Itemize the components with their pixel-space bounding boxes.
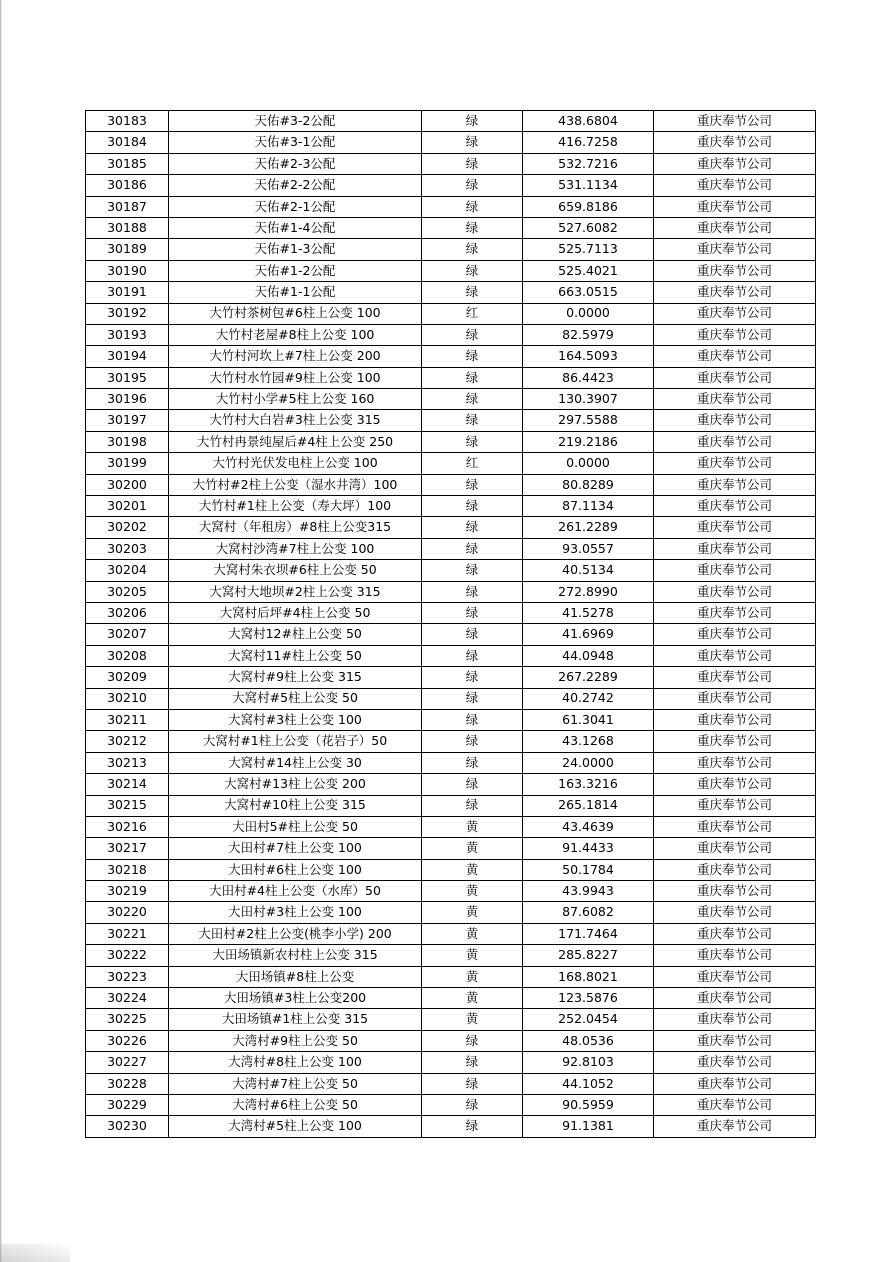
table-row [86, 282, 816, 303]
table-row [86, 1073, 816, 1094]
cell-id: 30197 [86, 410, 169, 431]
cell-status: 绿 [422, 153, 523, 174]
cell-value: 532.7216 [523, 153, 654, 174]
cell-company: 重庆奉节公司 [654, 1094, 816, 1115]
cell-name: 大竹村大白岩#3柱上公变 315 [169, 410, 422, 431]
cell-status: 绿 [422, 560, 523, 581]
cell-status: 绿 [422, 431, 523, 452]
cell-status: 绿 [422, 602, 523, 623]
cell-status: 绿 [422, 709, 523, 730]
cell-value: 44.0948 [523, 645, 654, 666]
cell-status: 绿 [422, 496, 523, 517]
table-row [86, 111, 816, 132]
cell-name: 大窝村12#柱上公变 50 [169, 624, 422, 645]
cell-name: 天佑#3-2公配 [169, 111, 422, 132]
cell-value: 265.1814 [523, 795, 654, 816]
table-row [86, 453, 816, 474]
cell-company: 重庆奉节公司 [654, 945, 816, 966]
cell-value: 663.0515 [523, 282, 654, 303]
cell-status: 黄 [422, 966, 523, 987]
cell-id: 30230 [86, 1116, 169, 1137]
cell-company: 重庆奉节公司 [654, 367, 816, 388]
cell-company: 重庆奉节公司 [654, 752, 816, 773]
cell-id: 30221 [86, 923, 169, 944]
cell-company: 重庆奉节公司 [654, 303, 816, 324]
cell-name: 大田场镇#8柱上公变 [169, 966, 422, 987]
cell-value: 80.8289 [523, 474, 654, 495]
cell-company: 重庆奉节公司 [654, 346, 816, 367]
cell-company: 重庆奉节公司 [654, 902, 816, 923]
cell-status: 绿 [422, 282, 523, 303]
cell-name: 大竹村#1柱上公变（寿大坪）100 [169, 496, 422, 517]
cell-status: 绿 [422, 217, 523, 238]
cell-id: 30203 [86, 538, 169, 559]
cell-company: 重庆奉节公司 [654, 923, 816, 944]
cell-id: 30226 [86, 1030, 169, 1051]
cell-status: 绿 [422, 410, 523, 431]
table-row [86, 709, 816, 730]
cell-company: 重庆奉节公司 [654, 966, 816, 987]
table-row [86, 389, 816, 410]
cell-status: 绿 [422, 196, 523, 217]
cell-value: 43.1268 [523, 731, 654, 752]
cell-name: 大窝村#5柱上公变 50 [169, 688, 422, 709]
table-row [86, 902, 816, 923]
table-row [86, 966, 816, 987]
cell-company: 重庆奉节公司 [654, 217, 816, 238]
cell-id: 30187 [86, 196, 169, 217]
cell-value: 168.8021 [523, 966, 654, 987]
cell-value: 91.1381 [523, 1116, 654, 1137]
table-row [86, 324, 816, 345]
cell-name: 天佑#1-2公配 [169, 260, 422, 281]
cell-company: 重庆奉节公司 [654, 1073, 816, 1094]
cell-status: 黄 [422, 923, 523, 944]
cell-company: 重庆奉节公司 [654, 667, 816, 688]
cell-name: 天佑#3-1公配 [169, 132, 422, 153]
cell-company: 重庆奉节公司 [654, 859, 816, 880]
cell-value: 130.3907 [523, 389, 654, 410]
cell-status: 黄 [422, 838, 523, 859]
cell-id: 30217 [86, 838, 169, 859]
cell-name: 大窝村#14柱上公变 30 [169, 752, 422, 773]
table-row [86, 1116, 816, 1137]
cell-company: 重庆奉节公司 [654, 709, 816, 730]
cell-name: 大窝村11#柱上公变 50 [169, 645, 422, 666]
cell-value: 93.0557 [523, 538, 654, 559]
cell-status: 绿 [422, 239, 523, 260]
cell-company: 重庆奉节公司 [654, 816, 816, 837]
cell-status: 绿 [422, 1073, 523, 1094]
cell-id: 30184 [86, 132, 169, 153]
cell-company: 重庆奉节公司 [654, 132, 816, 153]
cell-name: 天佑#2-1公配 [169, 196, 422, 217]
cell-name: 大窝村#9柱上公变 315 [169, 667, 422, 688]
cell-company: 重庆奉节公司 [654, 538, 816, 559]
cell-company: 重庆奉节公司 [654, 517, 816, 538]
table-row [86, 795, 816, 816]
cell-name: 大田场镇#3柱上公变200 [169, 988, 422, 1009]
cell-value: 525.7113 [523, 239, 654, 260]
cell-id: 30192 [86, 303, 169, 324]
cell-id: 30201 [86, 496, 169, 517]
cell-status: 绿 [422, 795, 523, 816]
cell-value: 219.2186 [523, 431, 654, 452]
cell-company: 重庆奉节公司 [654, 239, 816, 260]
cell-status: 黄 [422, 859, 523, 880]
cell-value: 261.2289 [523, 517, 654, 538]
cell-status: 绿 [422, 624, 523, 645]
cell-company: 重庆奉节公司 [654, 196, 816, 217]
cell-company: 重庆奉节公司 [654, 496, 816, 517]
cell-value: 164.5093 [523, 346, 654, 367]
cell-status: 绿 [422, 389, 523, 410]
cell-company: 重庆奉节公司 [654, 602, 816, 623]
cell-id: 30198 [86, 431, 169, 452]
cell-name: 大窝村朱衣坝#6柱上公变 50 [169, 560, 422, 581]
cell-value: 90.5959 [523, 1094, 654, 1115]
cell-value: 531.1134 [523, 175, 654, 196]
cell-company: 重庆奉节公司 [654, 1052, 816, 1073]
cell-value: 40.5134 [523, 560, 654, 581]
cell-name: 大窝村（年租房）#8柱上公变315 [169, 517, 422, 538]
cell-id: 30219 [86, 881, 169, 902]
cell-company: 重庆奉节公司 [654, 1009, 816, 1030]
table-row [86, 260, 816, 281]
cell-status: 红 [422, 303, 523, 324]
cell-name: 大田村#6柱上公变 100 [169, 859, 422, 880]
cell-value: 41.5278 [523, 602, 654, 623]
cell-value: 163.3216 [523, 774, 654, 795]
table-row [86, 474, 816, 495]
cell-name: 大窝村大地坝#2柱上公变 315 [169, 581, 422, 602]
cell-company: 重庆奉节公司 [654, 560, 816, 581]
cell-status: 绿 [422, 1030, 523, 1051]
cell-name: 大田村#4柱上公变（水库）50 [169, 881, 422, 902]
cell-company: 重庆奉节公司 [654, 645, 816, 666]
cell-name: 大田村#7柱上公变 100 [169, 838, 422, 859]
cell-status: 绿 [422, 111, 523, 132]
cell-name: 大湾村#6柱上公变 50 [169, 1094, 422, 1115]
cell-name: 大田村#3柱上公变 100 [169, 902, 422, 923]
table-row [86, 1009, 816, 1030]
cell-status: 绿 [422, 474, 523, 495]
cell-id: 30195 [86, 367, 169, 388]
table-row [86, 624, 816, 645]
cell-company: 重庆奉节公司 [654, 624, 816, 645]
cell-status: 绿 [422, 1052, 523, 1073]
table-row [86, 410, 816, 431]
table-row [86, 496, 816, 517]
cell-name: 大田场镇新农村柱上公变 315 [169, 945, 422, 966]
cell-id: 30211 [86, 709, 169, 730]
cell-name: 大湾村#8柱上公变 100 [169, 1052, 422, 1073]
cell-company: 重庆奉节公司 [654, 881, 816, 902]
cell-value: 40.2742 [523, 688, 654, 709]
cell-status: 黄 [422, 1009, 523, 1030]
cell-name: 大湾村#7柱上公变 50 [169, 1073, 422, 1094]
cell-name: 大竹村河坎上#7柱上公变 200 [169, 346, 422, 367]
cell-company: 重庆奉节公司 [654, 260, 816, 281]
cell-status: 绿 [422, 731, 523, 752]
table-body [86, 111, 816, 1138]
cell-status: 绿 [422, 667, 523, 688]
cell-id: 30205 [86, 581, 169, 602]
transformer-data-table [85, 110, 816, 1138]
cell-value: 86.4423 [523, 367, 654, 388]
cell-id: 30216 [86, 816, 169, 837]
table-row [86, 645, 816, 666]
cell-company: 重庆奉节公司 [654, 175, 816, 196]
table-row [86, 217, 816, 238]
table-row [86, 945, 816, 966]
cell-value: 123.5876 [523, 988, 654, 1009]
cell-status: 红 [422, 453, 523, 474]
cell-value: 171.7464 [523, 923, 654, 944]
cell-company: 重庆奉节公司 [654, 688, 816, 709]
cell-name: 大湾村#9柱上公变 50 [169, 1030, 422, 1051]
cell-name: 大窝村后坪#4柱上公变 50 [169, 602, 422, 623]
table-row [86, 731, 816, 752]
table-row [86, 988, 816, 1009]
cell-id: 30185 [86, 153, 169, 174]
cell-name: 大窝村#10柱上公变 315 [169, 795, 422, 816]
cell-company: 重庆奉节公司 [654, 410, 816, 431]
cell-id: 30194 [86, 346, 169, 367]
cell-company: 重庆奉节公司 [654, 282, 816, 303]
cell-value: 82.5979 [523, 324, 654, 345]
cell-id: 30188 [86, 217, 169, 238]
table-row [86, 1030, 816, 1051]
cell-name: 天佑#1-4公配 [169, 217, 422, 238]
cell-id: 30222 [86, 945, 169, 966]
cell-name: 大湾村#5柱上公变 100 [169, 1116, 422, 1137]
cell-company: 重庆奉节公司 [654, 838, 816, 859]
table-row [86, 838, 816, 859]
table-row [86, 153, 816, 174]
cell-company: 重庆奉节公司 [654, 153, 816, 174]
cell-value: 285.8227 [523, 945, 654, 966]
cell-id: 30202 [86, 517, 169, 538]
cell-name: 大窝村沙湾#7柱上公变 100 [169, 538, 422, 559]
cell-status: 黄 [422, 881, 523, 902]
table-row [86, 1052, 816, 1073]
cell-company: 重庆奉节公司 [654, 324, 816, 345]
cell-id: 30190 [86, 260, 169, 281]
cell-name: 天佑#2-3公配 [169, 153, 422, 174]
cell-company: 重庆奉节公司 [654, 731, 816, 752]
cell-status: 绿 [422, 132, 523, 153]
table-row [86, 538, 816, 559]
table-row [86, 560, 816, 581]
cell-name: 大田村#2柱上公变(桃李小学) 200 [169, 923, 422, 944]
cell-value: 43.4639 [523, 816, 654, 837]
cell-value: 416.7258 [523, 132, 654, 153]
cell-value: 0.0000 [523, 303, 654, 324]
cell-status: 黄 [422, 902, 523, 923]
cell-value: 44.1052 [523, 1073, 654, 1094]
cell-name: 大竹村水竹园#9柱上公变 100 [169, 367, 422, 388]
cell-value: 659.8186 [523, 196, 654, 217]
cell-name: 大竹村茶树包#6柱上公变 100 [169, 303, 422, 324]
cell-id: 30189 [86, 239, 169, 260]
table-row [86, 367, 816, 388]
cell-value: 61.3041 [523, 709, 654, 730]
cell-status: 绿 [422, 688, 523, 709]
cell-id: 30191 [86, 282, 169, 303]
cell-id: 30186 [86, 175, 169, 196]
cell-company: 重庆奉节公司 [654, 431, 816, 452]
cell-id: 30224 [86, 988, 169, 1009]
cell-id: 30229 [86, 1094, 169, 1115]
cell-status: 绿 [422, 367, 523, 388]
cell-id: 30193 [86, 324, 169, 345]
cell-id: 30206 [86, 602, 169, 623]
cell-company: 重庆奉节公司 [654, 581, 816, 602]
cell-name: 天佑#1-3公配 [169, 239, 422, 260]
cell-status: 绿 [422, 581, 523, 602]
cell-status: 绿 [422, 1094, 523, 1115]
cell-id: 30212 [86, 731, 169, 752]
page-left-edge-artifact [0, 0, 2, 1262]
cell-value: 252.0454 [523, 1009, 654, 1030]
cell-id: 30214 [86, 774, 169, 795]
cell-company: 重庆奉节公司 [654, 795, 816, 816]
cell-company: 重庆奉节公司 [654, 988, 816, 1009]
table-row [86, 581, 816, 602]
cell-name: 大竹村冉景纯屋后#4柱上公变 250 [169, 431, 422, 452]
table-row [86, 859, 816, 880]
cell-id: 30209 [86, 667, 169, 688]
cell-id: 30220 [86, 902, 169, 923]
cell-id: 30196 [86, 389, 169, 410]
cell-name: 大竹村#2柱上公变（湿水井湾）100 [169, 474, 422, 495]
cell-name: 大窝村#3柱上公变 100 [169, 709, 422, 730]
cell-id: 30207 [86, 624, 169, 645]
cell-company: 重庆奉节公司 [654, 111, 816, 132]
cell-value: 87.6082 [523, 902, 654, 923]
cell-id: 30210 [86, 688, 169, 709]
table-row [86, 688, 816, 709]
cell-status: 绿 [422, 645, 523, 666]
table-row [86, 431, 816, 452]
cell-company: 重庆奉节公司 [654, 453, 816, 474]
cell-value: 0.0000 [523, 453, 654, 474]
cell-status: 黄 [422, 945, 523, 966]
cell-id: 30227 [86, 1052, 169, 1073]
table-row [86, 923, 816, 944]
table-row [86, 881, 816, 902]
cell-name: 大窝村#13柱上公变 200 [169, 774, 422, 795]
cell-value: 24.0000 [523, 752, 654, 773]
cell-name: 大竹村小学#5柱上公变 160 [169, 389, 422, 410]
table-row [86, 239, 816, 260]
cell-status: 绿 [422, 538, 523, 559]
cell-company: 重庆奉节公司 [654, 474, 816, 495]
table-row [86, 303, 816, 324]
table-row [86, 602, 816, 623]
table-row [86, 774, 816, 795]
cell-company: 重庆奉节公司 [654, 1030, 816, 1051]
cell-status: 绿 [422, 1116, 523, 1137]
cell-name: 天佑#1-1公配 [169, 282, 422, 303]
cell-id: 30215 [86, 795, 169, 816]
cell-value: 87.1134 [523, 496, 654, 517]
cell-name: 大竹村老屋#8柱上公变 100 [169, 324, 422, 345]
cell-id: 30223 [86, 966, 169, 987]
cell-value: 297.5588 [523, 410, 654, 431]
cell-company: 重庆奉节公司 [654, 774, 816, 795]
table-row [86, 667, 816, 688]
cell-value: 438.6804 [523, 111, 654, 132]
cell-status: 绿 [422, 774, 523, 795]
table-row [86, 517, 816, 538]
cell-id: 30208 [86, 645, 169, 666]
cell-value: 267.2289 [523, 667, 654, 688]
table-row [86, 1094, 816, 1115]
cell-company: 重庆奉节公司 [654, 389, 816, 410]
cell-name: 大田村5#柱上公变 50 [169, 816, 422, 837]
cell-id: 30213 [86, 752, 169, 773]
cell-value: 41.6969 [523, 624, 654, 645]
cell-company: 重庆奉节公司 [654, 1116, 816, 1137]
cell-value: 92.8103 [523, 1052, 654, 1073]
cell-id: 30225 [86, 1009, 169, 1030]
table-row [86, 175, 816, 196]
cell-status: 绿 [422, 324, 523, 345]
cell-status: 绿 [422, 517, 523, 538]
table-row [86, 816, 816, 837]
cell-id: 30218 [86, 859, 169, 880]
cell-id: 30199 [86, 453, 169, 474]
cell-id: 30183 [86, 111, 169, 132]
cell-id: 30200 [86, 474, 169, 495]
cell-value: 50.1784 [523, 859, 654, 880]
cell-status: 黄 [422, 816, 523, 837]
cell-value: 48.0536 [523, 1030, 654, 1051]
table-row [86, 196, 816, 217]
cell-value: 525.4021 [523, 260, 654, 281]
cell-value: 91.4433 [523, 838, 654, 859]
cell-value: 527.6082 [523, 217, 654, 238]
cell-id: 30228 [86, 1073, 169, 1094]
cell-name: 大竹村光伏发电柱上公变 100 [169, 453, 422, 474]
cell-value: 272.8990 [523, 581, 654, 602]
cell-value: 43.9943 [523, 881, 654, 902]
cell-status: 绿 [422, 752, 523, 773]
cell-name: 天佑#2-2公配 [169, 175, 422, 196]
page-bottom-smudge-artifact [0, 1244, 70, 1262]
cell-status: 绿 [422, 260, 523, 281]
cell-id: 30204 [86, 560, 169, 581]
cell-status: 黄 [422, 988, 523, 1009]
cell-status: 绿 [422, 346, 523, 367]
table-row [86, 132, 816, 153]
table-row [86, 752, 816, 773]
cell-status: 绿 [422, 175, 523, 196]
table-row [86, 346, 816, 367]
cell-name: 大田场镇#1柱上公变 315 [169, 1009, 422, 1030]
cell-name: 大窝村#1柱上公变（花岩子）50 [169, 731, 422, 752]
